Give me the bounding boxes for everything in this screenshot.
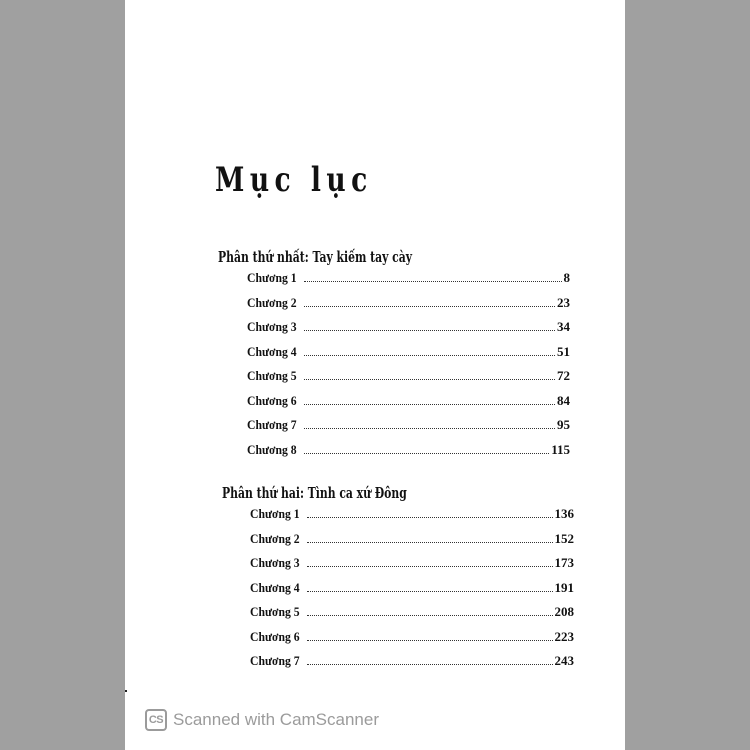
chapter-label: Chương 7 [247, 417, 297, 432]
page-number: 152 [554, 530, 574, 546]
dot-leader [304, 453, 549, 454]
document-page [125, 0, 625, 750]
toc-entry [247, 393, 570, 418]
chapter-label: Chương 2 [247, 294, 297, 310]
part-heading-1: Phân thứ nhất: Tay kiếm tay cày [218, 248, 413, 266]
dot-leader [307, 517, 552, 518]
page-number: 23 [557, 294, 570, 310]
page-number: 72 [557, 368, 570, 383]
chapter-label: Chương 5 [247, 368, 297, 383]
toc-entry [250, 604, 574, 629]
page-title: Mục lục [215, 160, 373, 200]
page-number: 208 [554, 604, 574, 619]
chapter-label: Chương 1 [247, 270, 297, 285]
chapter-label: Chương 7 [250, 653, 300, 668]
page-number: 115 [551, 441, 570, 457]
toc-entry [247, 295, 570, 320]
page-number: 8 [563, 270, 570, 285]
chapter-label: Chương 3 [250, 555, 300, 570]
dot-leader [307, 542, 552, 543]
toc-entry [250, 506, 574, 531]
page-number: 173 [554, 555, 574, 570]
chapter-label: Chương 8 [247, 441, 297, 457]
toc-entry [247, 442, 570, 467]
chapter-label: Chương 4 [250, 579, 300, 595]
scan-speck [125, 690, 127, 692]
camscanner-watermark [145, 709, 379, 731]
chapter-label: Chương 5 [250, 604, 300, 619]
page-number: 243 [554, 653, 574, 668]
dot-leader [304, 428, 555, 429]
dot-leader [307, 640, 552, 641]
toc-entry [247, 319, 570, 344]
chapter-label: Chương 6 [250, 628, 300, 644]
dot-leader [304, 306, 555, 307]
page-number: 84 [557, 392, 570, 408]
dot-leader [304, 355, 555, 356]
page-number: 51 [557, 343, 570, 359]
dot-leader [307, 664, 552, 665]
chapter-label: Chương 3 [247, 319, 297, 334]
dot-leader [304, 281, 561, 282]
dot-leader [304, 379, 555, 380]
toc-entry [250, 580, 574, 605]
toc-list-part-1 [247, 270, 570, 466]
dot-leader [304, 330, 555, 331]
watermark-text: Scanned with CamScanner [173, 710, 380, 729]
dot-leader [307, 615, 552, 616]
page-number: 136 [554, 506, 574, 521]
toc-entry [250, 629, 574, 654]
toc-entry [250, 653, 574, 678]
chapter-label: Chương 6 [247, 392, 297, 408]
camscanner-logo-icon: CS [145, 709, 167, 731]
chapter-label: Chương 2 [250, 530, 300, 546]
part-heading-2: Phân thứ hai: Tình ca xứ Đông [222, 484, 407, 502]
toc-entry [247, 368, 570, 393]
dot-leader [307, 566, 552, 567]
toc-entry [247, 270, 570, 295]
dot-leader [304, 404, 555, 405]
chapter-label: Chương 1 [250, 506, 300, 521]
page-number: 191 [554, 579, 574, 595]
page-number: 34 [557, 319, 570, 334]
chapter-label: Chương 4 [247, 343, 297, 359]
toc-entry [250, 555, 574, 580]
page-number: 95 [557, 417, 570, 432]
toc-entry [250, 531, 574, 556]
dot-leader [307, 591, 552, 592]
toc-entry [247, 344, 570, 369]
page-number: 223 [554, 628, 574, 644]
toc-entry [247, 417, 570, 442]
toc-list-part-2 [250, 506, 574, 678]
